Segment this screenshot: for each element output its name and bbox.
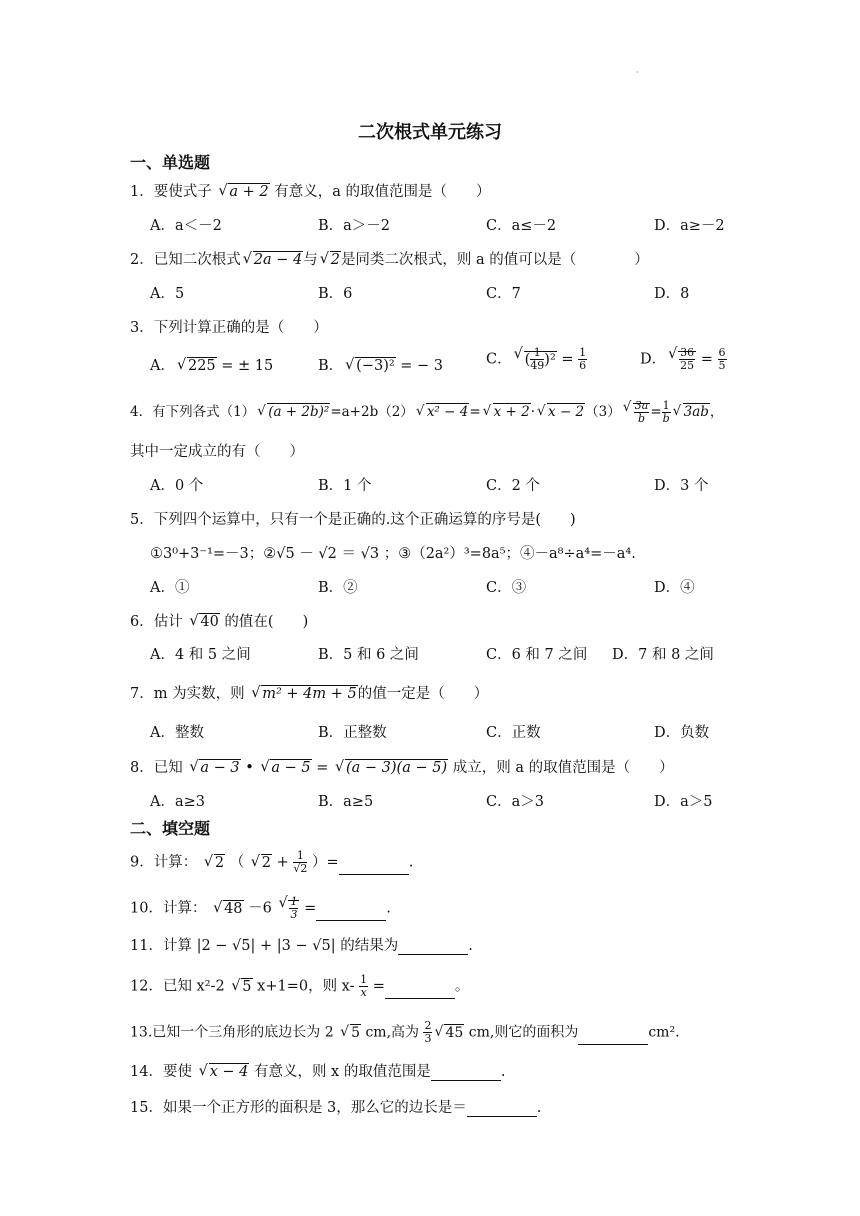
answer-blank[interactable] — [385, 982, 455, 999]
denominator: 25 — [680, 359, 695, 372]
q1-stem-end: 有意义，a 的取值范围是（ ） — [274, 184, 491, 200]
q6-option-a: A．4 和 5 之间 — [150, 647, 251, 663]
denominator: 6 — [579, 359, 587, 372]
question-10 — [130, 896, 391, 921]
q8-option-a: A．a≥3 — [150, 794, 205, 810]
q9-plus: + — [276, 854, 289, 871]
question-11 — [130, 934, 473, 955]
option-rest: = − 3 — [400, 358, 444, 374]
q12-eq: = — [372, 978, 385, 995]
q13-text-end: cm,则它的面积为 — [468, 1024, 579, 1041]
sqrt — [251, 686, 358, 702]
radicand: a − 5 — [271, 760, 311, 776]
q8-stem-end: 成立，则 a 的取值范围是（ ） — [452, 760, 674, 776]
radicand: m² + 4m + 5 — [262, 686, 357, 702]
question-4 — [130, 400, 723, 425]
q7-option-b: B．正整数 — [318, 725, 387, 741]
radicand: 48 — [224, 900, 243, 917]
radicand: x − 4 — [209, 1064, 249, 1080]
sqrt — [189, 614, 219, 630]
q4-text: =a+2b（2） — [330, 404, 414, 420]
q12-period: 。 — [454, 978, 470, 995]
denominator: b — [662, 412, 670, 425]
q11-stem: 11．计算 — [130, 938, 192, 954]
answer-blank[interactable] — [578, 1028, 648, 1045]
fraction — [530, 347, 544, 372]
q6-option-d: D．7 和 8 之间 — [612, 647, 714, 663]
q7-option-d: D．负数 — [654, 725, 710, 741]
denominator: x — [360, 986, 367, 999]
radicand: 2 — [261, 854, 272, 871]
q14-stem-end: 有意义，则 x 的取值范围是 — [253, 1064, 431, 1080]
answer-blank[interactable] — [467, 1100, 537, 1117]
q8-stem: 8．已知 — [130, 760, 183, 776]
sqrt: √ ( $\frac{1}{49}$ )² — [514, 347, 557, 372]
q2-option-d: D．8 — [654, 286, 690, 302]
radicand: x² − 4 — [426, 404, 469, 420]
q2-mid: 与 — [303, 252, 318, 268]
numerator: 6 — [718, 346, 726, 359]
q4-line2: 其中一定成立的有（ ） — [130, 444, 304, 460]
question-14 — [130, 1060, 505, 1081]
q4-text: （3） — [585, 404, 621, 420]
q7-option-c: C．正数 — [486, 725, 541, 741]
sqrt — [260, 760, 311, 776]
q2-stem: 2．已知二次根式 — [130, 252, 241, 268]
denominator: 5 — [718, 359, 726, 372]
option-label: B． — [318, 358, 344, 374]
section-single-choice: 一、单选题 — [130, 153, 211, 172]
section-fill-blank: 二、填空题 — [130, 819, 211, 838]
question-3: 3．下列计算正确的是（ ） — [130, 320, 328, 336]
question-2 — [130, 248, 649, 269]
q11-expression: |2 − √5| + |3 − √5| — [196, 938, 336, 954]
answer-blank[interactable] — [398, 938, 468, 955]
numerator: 1 — [293, 850, 307, 863]
q4-text: · — [530, 404, 536, 420]
denominator: √2 — [293, 862, 308, 875]
q6-stem-end: 的值在( ) — [224, 614, 309, 630]
q4-stem: 4．有下列各式（1） — [130, 404, 256, 420]
numerator: 1 — [530, 347, 544, 360]
denominator: 3 — [290, 908, 298, 921]
q4-text: = — [469, 404, 481, 420]
radicand: a − 3 — [200, 760, 240, 776]
answer-blank[interactable] — [316, 904, 386, 921]
sqrt — [320, 252, 341, 268]
q4-option-c: C．2 个 — [486, 478, 540, 494]
numerator: √ 3a — [634, 399, 649, 412]
q10-text: －6 — [248, 900, 272, 917]
sqrt — [340, 1025, 361, 1041]
q12-stem: 12．已知 x²-2 — [130, 978, 225, 995]
q13-stem: 13.已知一个三角形的底边长为 2 — [130, 1024, 334, 1041]
denominator: b — [638, 412, 646, 425]
fraction — [359, 974, 368, 999]
sqrt — [623, 400, 651, 425]
q10-period: . — [386, 900, 391, 917]
denominator: 49 — [530, 359, 545, 372]
sqrt — [335, 760, 448, 776]
q13-unit: cm². — [648, 1024, 680, 1041]
q2-option-b: B．6 — [318, 286, 353, 302]
q4-option-d: D．3 个 — [654, 478, 709, 494]
q5-option-c: C．③ — [486, 580, 527, 596]
q9-stem: 9．计算： — [130, 854, 198, 871]
question-9 — [130, 850, 413, 875]
sqrt — [416, 404, 470, 420]
sqrt — [537, 404, 585, 420]
page-title: 二次根式单元练习 — [358, 122, 502, 143]
sqrt — [278, 896, 299, 921]
question-7 — [130, 682, 488, 703]
question-15 — [130, 1096, 541, 1117]
sqrt — [177, 358, 217, 374]
radicand: (a − 3)(a − 5) — [346, 760, 448, 776]
numerator: 1 — [662, 399, 670, 412]
fraction — [679, 347, 695, 372]
radicand: 5 — [351, 1024, 360, 1041]
sqrt — [434, 1025, 464, 1041]
q7-stem: 7．m 为实数，则 — [130, 686, 245, 702]
q5-operations: ①3⁰+3⁻¹=－3；②√5 － √2 ＝ √3 ；③（2a²）³=8a⁵；④－a⁸÷a⁴=－a⁴. — [150, 546, 636, 562]
q2-stem-end: 是同类二次根式，则 a 的值可以是（ ） — [340, 252, 649, 268]
numerator: √ 1 — [290, 895, 298, 908]
q6-stem: 6．估计 — [130, 614, 183, 630]
sqrt — [345, 358, 396, 374]
q10-stem: 10．计算： — [130, 900, 207, 917]
fraction — [718, 347, 727, 372]
radicand: 45 — [445, 1024, 464, 1041]
sqrt — [673, 404, 710, 420]
q1-option-b: B．a＞－2 — [318, 218, 391, 234]
sqrt — [199, 1064, 250, 1080]
radicand: 2 — [214, 854, 225, 871]
radicand: 3ab — [683, 404, 709, 420]
question-12 — [130, 974, 469, 999]
fraction — [578, 347, 587, 372]
sqrt — [213, 901, 243, 917]
sqrt — [251, 855, 272, 871]
radicand: 5 — [242, 978, 252, 995]
radicand: 2a − 4 — [253, 252, 303, 268]
q10-eq: = — [304, 900, 317, 917]
radicand: (a + 2b)² — [268, 404, 330, 420]
fraction — [634, 400, 650, 425]
q1-option-c: C．a≤－2 — [486, 218, 557, 234]
fraction — [293, 850, 307, 875]
numerator: 1 — [579, 346, 587, 359]
q8-option-d: D．a＞5 — [654, 794, 713, 810]
q2-option-a: A．5 — [150, 286, 185, 302]
q4-option-a: A．0 个 — [150, 478, 204, 494]
q9-period: . — [408, 854, 414, 871]
question-8 — [130, 756, 674, 777]
q15-stem: 15．如果一个正方形的面积是 3，那么它的边长是＝ — [130, 1100, 467, 1116]
sqrt — [204, 855, 225, 871]
radicand: x − 2 — [548, 404, 585, 420]
sqrt — [189, 760, 240, 776]
q12-text: x+1=0，则 x- — [257, 978, 355, 995]
radicand: 2 — [330, 252, 340, 268]
q8-eq: = — [316, 760, 329, 776]
radicand: 225 — [187, 358, 216, 374]
question-6 — [130, 610, 308, 631]
q1-option-a: A．a＜－2 — [150, 218, 222, 234]
option-label: D． — [640, 351, 667, 368]
sqrt — [218, 184, 269, 200]
numerator: 1 — [360, 973, 368, 986]
q4-text: = — [650, 404, 662, 420]
sqrt — [257, 404, 330, 420]
q6-option-c: C．6 和 7 之间 — [486, 647, 588, 663]
numerator: √ 36 — [680, 346, 695, 359]
q8-option-b: B．a≥5 — [318, 794, 374, 810]
radicand: a + 2 — [229, 184, 269, 200]
q14-stem: 14．要使 — [130, 1064, 192, 1080]
q3-option-a — [150, 354, 273, 375]
denominator: 3 — [424, 1032, 432, 1045]
sqrt — [483, 404, 531, 420]
option-rest: = ± 15 — [221, 358, 274, 374]
numerator: 2 — [424, 1019, 432, 1032]
q3-option-d: D． √ $\frac{36}{25}$ = $\frac{6}{5}$ — [640, 347, 727, 372]
q7-stem-end: 的值一定是（ ） — [357, 686, 489, 702]
q7-option-a: A．整数 — [150, 725, 204, 741]
sqrt — [668, 347, 696, 372]
q11-stem-end: 的结果为 — [340, 938, 399, 954]
q4-text: ， — [709, 404, 724, 420]
sqrt — [243, 252, 303, 268]
q1-stem: 1．要使式子 — [130, 184, 212, 200]
option-label: C． — [486, 351, 512, 368]
sqrt — [231, 979, 252, 995]
q8-dot: • — [245, 760, 254, 776]
option-label: A． — [150, 358, 175, 374]
question-5: 5．下列四个运算中，只有一个是正确的.这个正确运算的序号是( ) — [130, 512, 576, 528]
q11-period: . — [468, 938, 473, 954]
q4-option-b: B．1 个 — [318, 478, 372, 494]
q1-option-d: D．a≥－2 — [654, 218, 725, 234]
fraction — [423, 1020, 432, 1045]
q14-period: . — [500, 1064, 506, 1080]
fraction — [289, 896, 298, 921]
answer-blank[interactable] — [431, 1064, 501, 1081]
q6-option-b: B．5 和 6 之间 — [318, 647, 419, 663]
fraction — [662, 400, 671, 425]
exponent: ² — [549, 351, 556, 368]
q2-option-c: C．7 — [486, 286, 521, 302]
question-1 — [130, 180, 490, 201]
q13-text: cm,高为 — [365, 1024, 420, 1041]
radicand: x + 2 — [493, 404, 530, 420]
q5-option-a: A．① — [150, 580, 190, 596]
page-mark: · — [636, 68, 639, 77]
q5-option-d: D．④ — [654, 580, 695, 596]
q3-option-b — [318, 354, 443, 375]
q3-option-c: C．√ ( $\frac{1}{49}$ )² = $\frac{1}{6}$ — [486, 347, 587, 372]
q9-close: ）= — [312, 854, 339, 871]
question-13 — [130, 1020, 680, 1045]
q15-period: . — [536, 1100, 542, 1116]
answer-blank[interactable] — [339, 858, 409, 875]
q9-paren: （ — [229, 854, 245, 871]
q8-option-c: C．a＞3 — [486, 794, 544, 810]
radicand: (−3)² — [356, 358, 395, 374]
radicand: 40 — [200, 614, 219, 630]
q5-option-b: B．② — [318, 580, 358, 596]
